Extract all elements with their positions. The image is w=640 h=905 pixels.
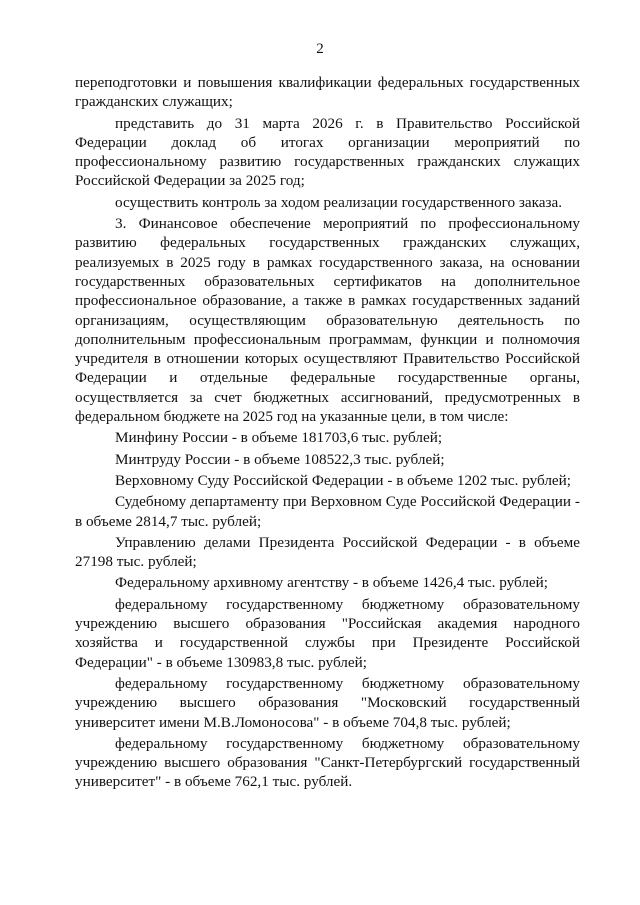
- paragraph: Минфину России - в объеме 181703,6 тыс. рублей;: [115, 429, 443, 447]
- paragraph: переподготовки и повышения квалификации федеральных государственных гражданских служащих;: [75, 74, 580, 111]
- page-number: 2: [316, 41, 324, 57]
- paragraph: федеральному государственному бюджетному образовательному учреждению высшего образования "Московский государственный университет имени М.В.Ломоносова" - в объеме 704,8 тыс. рублей;: [75, 674, 580, 731]
- paragraph: представить до 31 марта 2026 г. в Правительство Российской Федерации доклад об итогах организации мероприятий по профессиональному развитию государственных гражданских служащих Российской Федерации за 2025 год;: [75, 114, 580, 190]
- paragraph: Верховному Суду Российской Федерации - в объеме 1202 тыс. рублей;: [115, 471, 572, 489]
- paragraph: Судебному департаменту при Верховном Суде Российской Федерации - в объеме 2814,7 тыс. рублей;: [75, 493, 580, 530]
- paragraph: федеральному государственному бюджетному образовательному учреждению высшего образования "Санкт-Петербургский государственный университет" - в объеме 762,1 тыс. рублей.: [75, 734, 580, 791]
- paragraph: Федеральному архивному агентству - в объеме 1426,4 тыс. рублей;: [115, 574, 549, 592]
- paragraph: Минтруду России - в объеме 108522,3 тыс. рублей;: [115, 450, 445, 468]
- paragraph: 3. Финансовое обеспечение мероприятий по профессиональному развитию федеральных государственных гражданских служащих, реализуемых в 2025 году в рамках государственного заказа, на основании государственных образовательных сертификатов на дополнительное профессиональное образование, а также в рамках государственных заданий организациям, осуществляющим образовательную деятельность по дополнительным профессиональным программам, функции и полномочия учредителя в отношении которых осуществляют Правительство Российской Федерации и отдельные федеральные государственные органы, осуществляется за счет бюджетных ассигнований, предусмотренных в федеральном бюджете на 2025 год на указанные цели, в том числе:: [75, 215, 580, 426]
- paragraph: Управлению делами Президента Российской Федерации - в объеме 27198 тыс. рублей;: [75, 533, 580, 571]
- document-body: [75, 73, 580, 794]
- paragraph: федеральному государственному бюджетному образовательному учреждению высшего образования "Российская академия народного хозяйства и государственной службы при Президенте Российской Федерации" - в объеме 130983,8 тыс. рублей;: [75, 595, 580, 671]
- paragraph: осуществить контроль за ходом реализации государственного заказа.: [115, 193, 563, 211]
